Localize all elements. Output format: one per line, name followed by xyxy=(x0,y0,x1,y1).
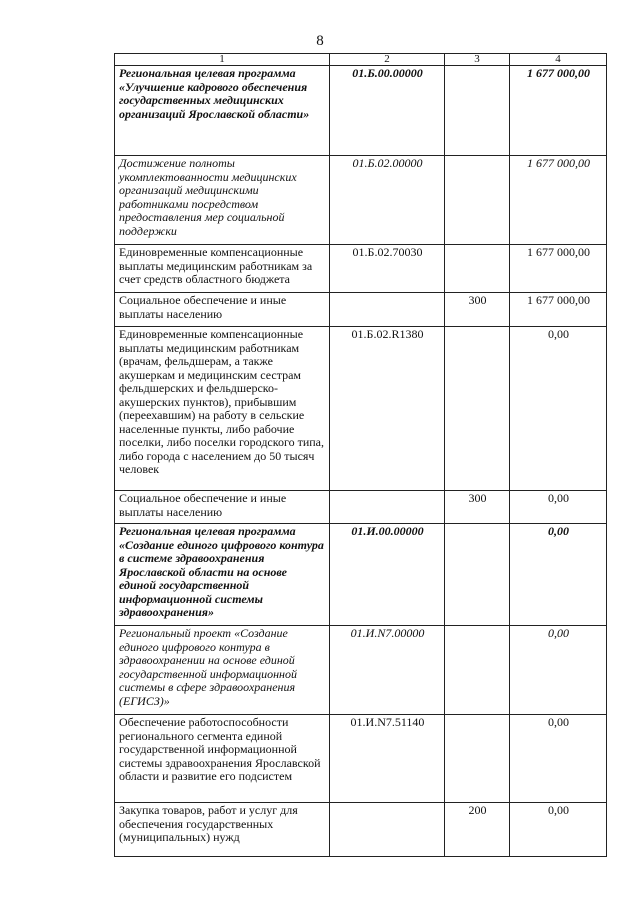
amount: 1 677 000,00 xyxy=(510,156,607,245)
table-row xyxy=(115,803,607,857)
amount: 1 677 000,00 xyxy=(510,66,607,156)
target-code: 01.И.N7.51140 xyxy=(330,715,445,803)
expense-type xyxy=(445,715,510,803)
item-name: Обеспечение работоспособности регионального сегмента единой государственной информационной системы здравоохранения Ярославской области и развитие его подсистем xyxy=(115,715,330,803)
amount: 0,00 xyxy=(510,491,607,524)
page-number: 8 xyxy=(316,33,324,49)
target-code xyxy=(330,491,445,524)
amount: 0,00 xyxy=(510,524,607,626)
item-name: Региональная целевая программа «Улучшение кадрового обеспечения государственных медицинских организаций Ярославской области» xyxy=(115,66,330,156)
item-name: Региональная целевая программа «Создание единого цифрового контура в системе здравоохранения Ярославской области на основе единой государственной информационной системы здравоохранения» xyxy=(115,524,330,626)
table-row xyxy=(115,715,607,803)
header-cell: 2 xyxy=(330,54,445,66)
target-code xyxy=(330,803,445,857)
expense-type xyxy=(445,626,510,715)
item-name: Единовременные компенсационные выплаты медицинским работникам (врачам, фельдшерам, а также акушеркам и медицинским сестрам фельдшерских и фельдшерско-акушерских пунктов), прибывшим (переехавшим) на работу в сельские населенные пункты, либо рабочие поселки, либо поселки городского типа, либо города с населением до 50 тысяч человек xyxy=(115,327,330,491)
expense-type xyxy=(445,524,510,626)
expense-type: 300 xyxy=(445,491,510,524)
budget-table xyxy=(114,53,607,857)
header-cell: 4 xyxy=(510,54,607,66)
header-cell: 3 xyxy=(445,54,510,66)
amount: 1 677 000,00 xyxy=(510,245,607,293)
expense-type: 300 xyxy=(445,293,510,327)
item-name: Единовременные компенсационные выплаты медицинским работникам за счет средств областного бюджета xyxy=(115,245,330,293)
expense-type xyxy=(445,327,510,491)
table-row xyxy=(115,245,607,293)
amount: 0,00 xyxy=(510,715,607,803)
target-code: 01.Б.02.00000 xyxy=(330,156,445,245)
table-row xyxy=(115,491,607,524)
target-code: 01.Б.02.R1380 xyxy=(330,327,445,491)
table-header-row xyxy=(115,54,607,66)
item-name: Закупка товаров, работ и услуг для обеспечения государственных (муниципальных) нужд xyxy=(115,803,330,857)
table-row xyxy=(115,293,607,327)
expense-type xyxy=(445,66,510,156)
item-name: Достижение полноты укомплектованности медицинских организаций медицинскими работниками посредством предоставления мер социальной поддержки xyxy=(115,156,330,245)
table-row xyxy=(115,524,607,626)
target-code: 01.Б.00.00000 xyxy=(330,66,445,156)
target-code xyxy=(330,293,445,327)
table-row xyxy=(115,156,607,245)
amount: 0,00 xyxy=(510,803,607,857)
target-code: 01.И.00.00000 xyxy=(330,524,445,626)
expense-type xyxy=(445,245,510,293)
amount: 1 677 000,00 xyxy=(510,293,607,327)
table-row xyxy=(115,327,607,491)
table-row xyxy=(115,626,607,715)
amount: 0,00 xyxy=(510,327,607,491)
item-name: Социальное обеспечение и иные выплаты населению xyxy=(115,491,330,524)
item-name: Социальное обеспечение и иные выплаты населению xyxy=(115,293,330,327)
table-row xyxy=(115,66,607,156)
item-name: Региональный проект «Создание единого цифрового контура в здравоохранении на основе единой государственной информационной системы в сфере здравоохранения (ЕГИСЗ)» xyxy=(115,626,330,715)
header-cell: 1 xyxy=(115,54,330,66)
amount: 0,00 xyxy=(510,626,607,715)
target-code: 01.И.N7.00000 xyxy=(330,626,445,715)
target-code: 01.Б.02.70030 xyxy=(330,245,445,293)
expense-type xyxy=(445,156,510,245)
expense-type: 200 xyxy=(445,803,510,857)
